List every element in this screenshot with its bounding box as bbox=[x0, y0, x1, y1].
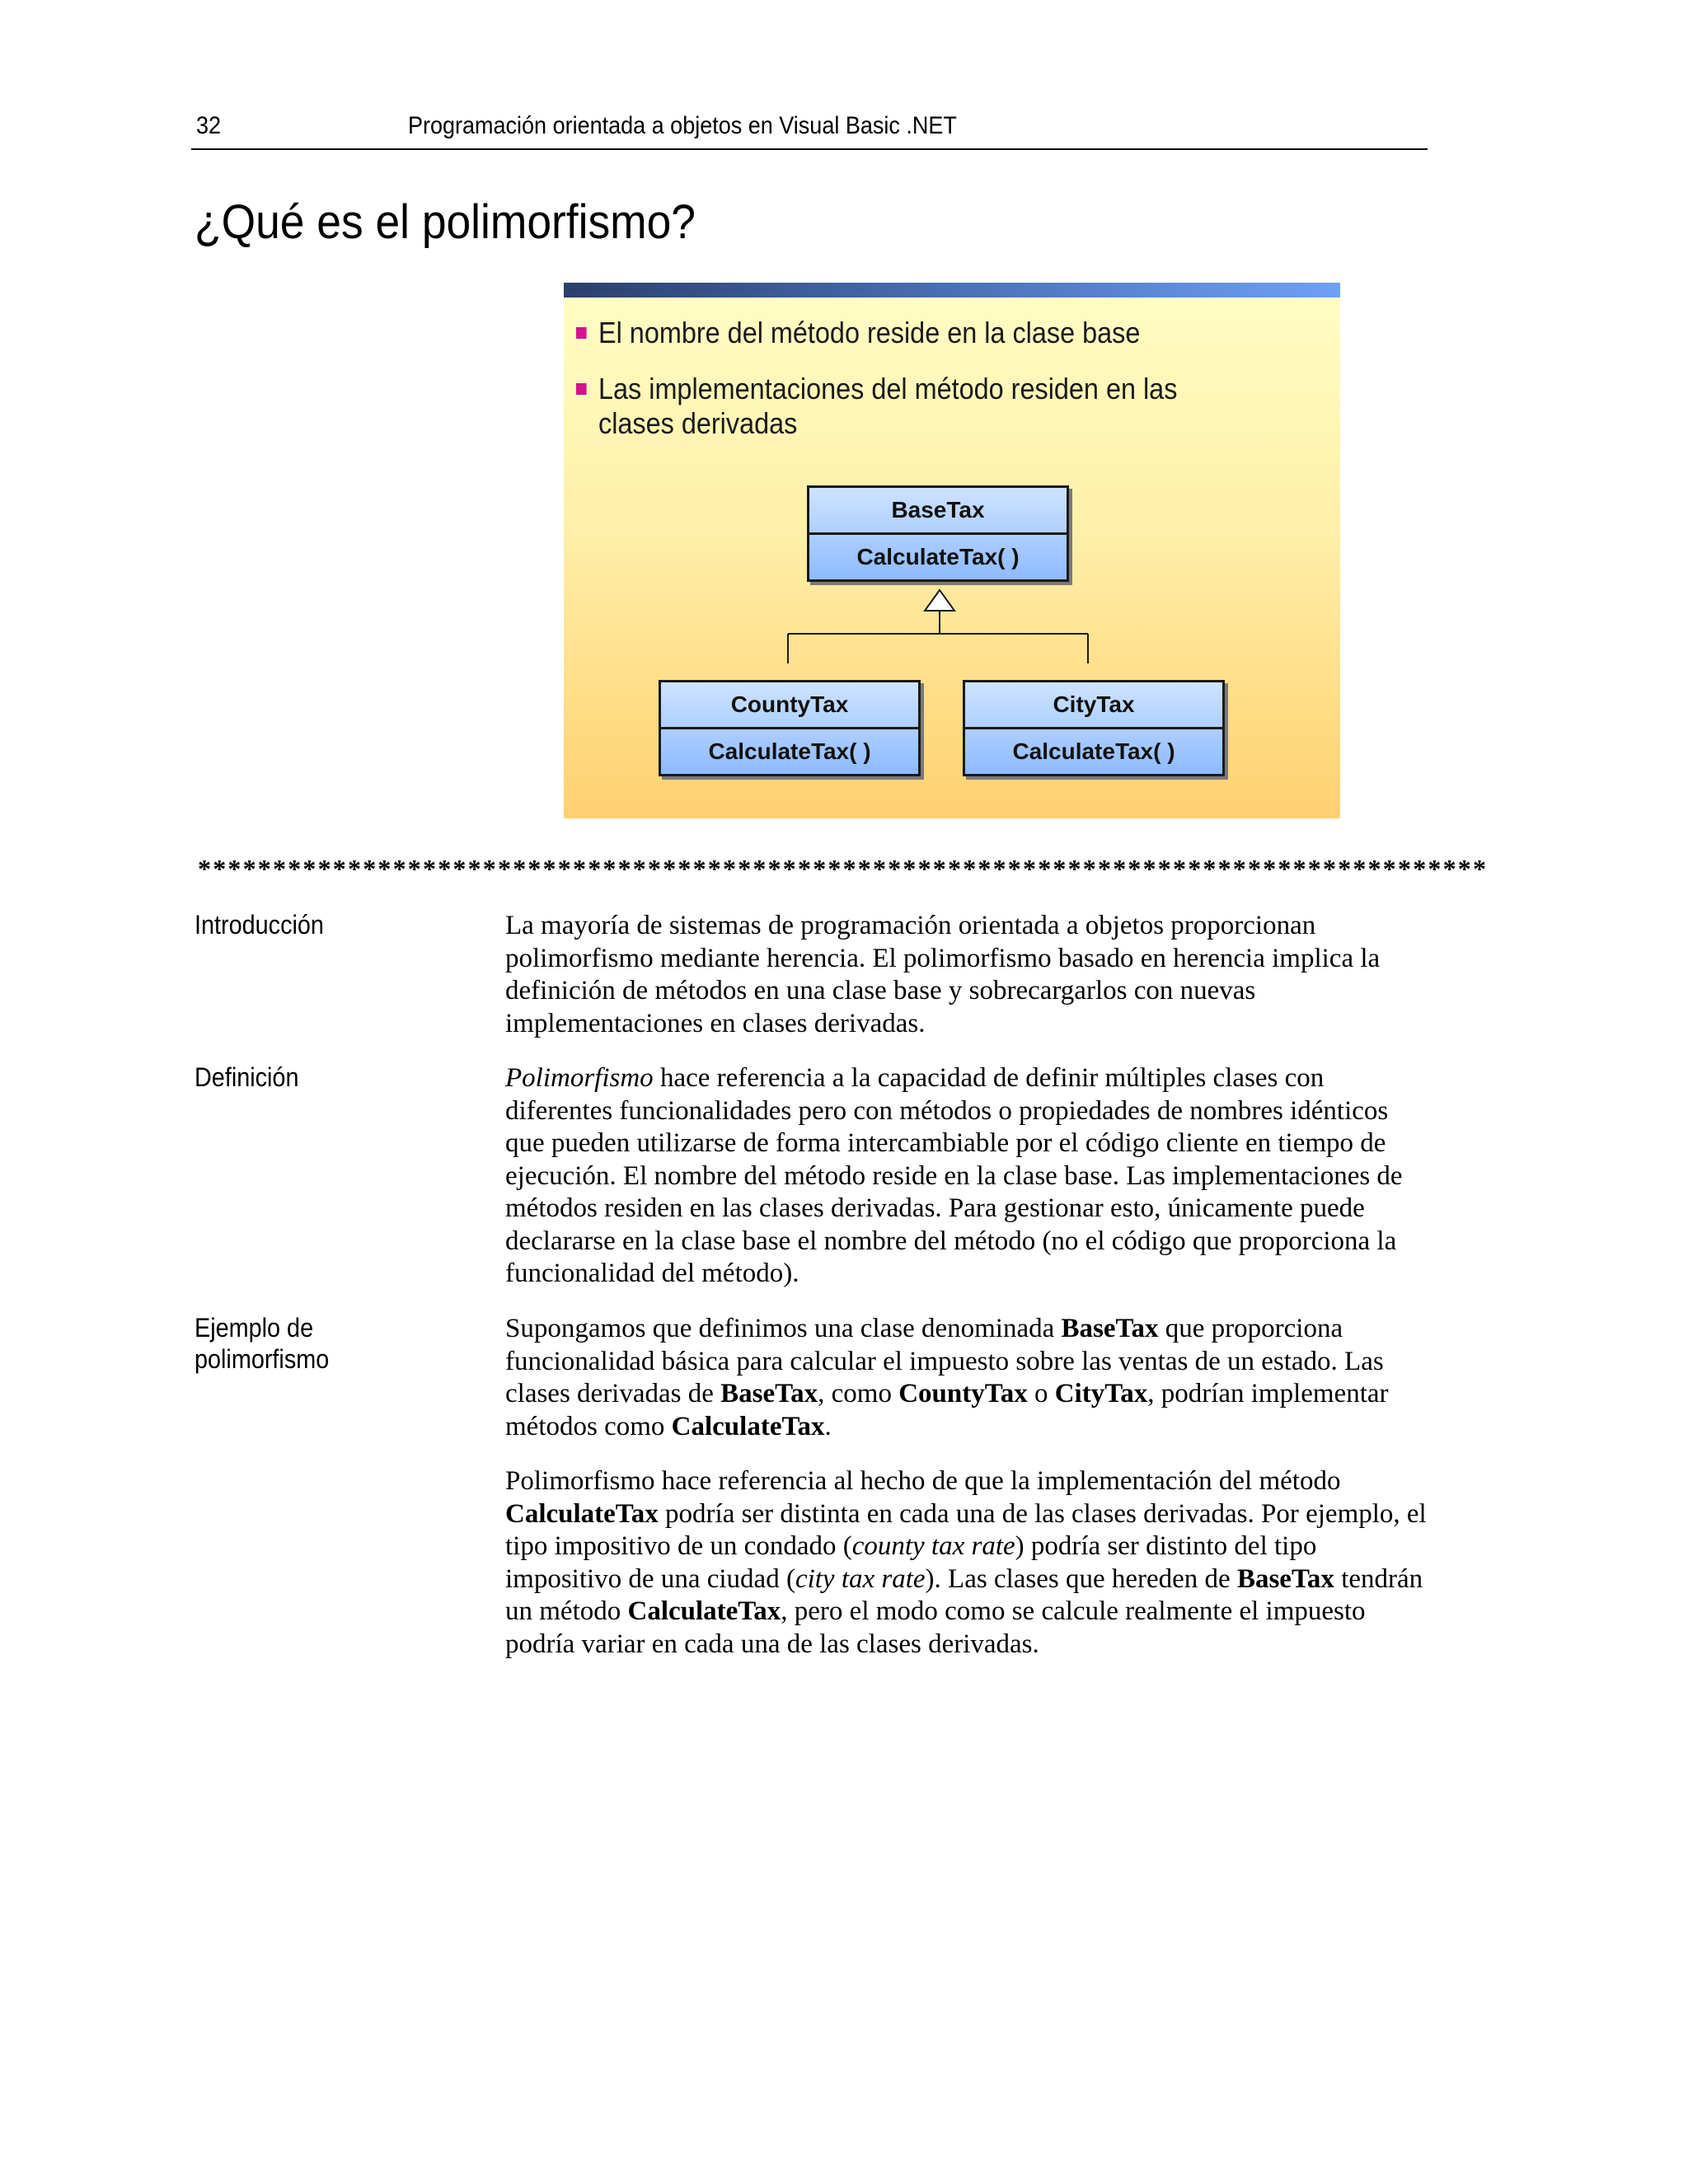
inheritance-arrow-icon bbox=[925, 590, 954, 611]
class-method: CalculateTax( ) bbox=[965, 727, 1222, 774]
uml-class-basetax bbox=[807, 485, 1069, 582]
class-name: BaseTax bbox=[891, 497, 985, 523]
header-rule bbox=[191, 148, 1428, 150]
example-paragraph-1: Supongamos que definimos una clase denominada BaseTax que proporciona funcionalidad básica para calcular el impuesto sobre las ventas de un estado. Las clases derivadas de BaseTax, como CountyTax o CityTax, podrían implementar métodos como CalculateTax. bbox=[505, 1314, 1389, 1441]
class-method: CalculateTax( ) bbox=[809, 532, 1067, 579]
page-title: ¿Qué es el polimorfismo? bbox=[195, 195, 696, 249]
uml-class-countytax bbox=[659, 680, 921, 776]
section-label-intro: Introducción bbox=[195, 910, 324, 940]
slide-bullet: El nombre del método reside en la clase base bbox=[598, 316, 1140, 350]
example-paragraph-2: Polimorfismo hace referencia al hecho de que la implementación del método CalculateTax podría ser distinta en cada una de las clases derivadas. Por ejemplo, el tipo impositivo de un condado (county tax rate) podría ser distinto del tipo impositivo de una ciudad (city tax rate). Las clases que hereden de BaseTax tendrán un método CalculateTax, pero el modo como se calcule realmente el impuesto podría variar en cada una de las clases derivadas. bbox=[505, 1466, 1427, 1659]
section-label-example: Ejemplo de polimorfismo bbox=[195, 1313, 330, 1374]
section-label-definition: Definición bbox=[195, 1062, 299, 1092]
class-name: CityTax bbox=[1053, 691, 1135, 717]
intro-paragraph: La mayoría de sistemas de programación orientada a objetos proporcionan polimorfismo mediante herencia. El polimorfismo basado en herencia implica la definición de métodos en una clase base y sobrecargarlos con nuevas implementaciones en clases derivadas. bbox=[505, 911, 1381, 1038]
running-title: Programación orientada a objetos en Visual Basic .NET bbox=[408, 112, 957, 139]
definition-paragraph: Polimorfismo hace referencia a la capacidad de definir múltiples clases con diferentes funcionalidades pero con métodos o propiedades de nombres idénticos que pueden utilizarse de forma intercambiable por el código cliente en tiempo de ejecución. El nombre del método reside en la clase base. Las implementaciones de métodos residen en las clases derivadas. Para gestionar esto, únicamente puede declararse en la clase base el nombre del método (no el código que proporciona la funcionalidad del método). bbox=[505, 1063, 1403, 1288]
uml-class-citytax bbox=[963, 680, 1225, 776]
class-name: CountyTax bbox=[730, 691, 849, 717]
slide bbox=[564, 283, 1340, 818]
page-number: 32 bbox=[196, 112, 222, 139]
slide-title-bar bbox=[564, 283, 1340, 298]
class-method: CalculateTax( ) bbox=[661, 727, 918, 774]
separator-stars: ************************************************************************************** bbox=[198, 854, 1489, 883]
slide-bullet: Las implementaciones del método residen en las clases derivadas bbox=[598, 372, 1177, 441]
term-polimorfismo: Polimorfismo bbox=[505, 1063, 654, 1093]
slide-body bbox=[564, 298, 1340, 818]
